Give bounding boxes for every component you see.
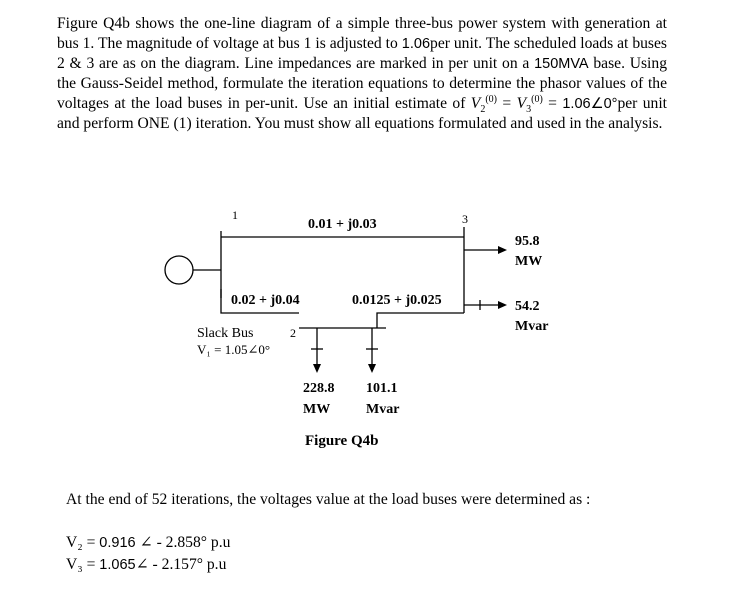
mva-base: 150MVA (534, 56, 589, 72)
v2-subscript: 2 (480, 104, 486, 116)
v3-superscript: (0) (531, 93, 543, 105)
v3-result-label: V₃ = (66, 556, 100, 573)
v2-magnitude: 0.916 (99, 535, 140, 551)
v3-symbol: V (516, 95, 527, 112)
load2-mvar-value: 101.1 (366, 381, 398, 396)
load3-arrowhead (498, 246, 507, 254)
gen3-mvar-unit: Mvar (515, 319, 549, 334)
gen3-arrowhead (498, 301, 507, 309)
equals-2: = (542, 95, 563, 112)
bus2-label: 2 (290, 326, 296, 340)
slack-voltage: V₁ = 1.05∠0° (197, 342, 271, 357)
v2-symbol: V (470, 95, 481, 112)
bus1-label: 1 (232, 208, 238, 222)
v2-result-label: V₂ = (66, 534, 100, 551)
impedance-1-2: 0.02 + j0.04 (231, 293, 300, 308)
v2-superscript: (0) (485, 93, 497, 105)
v3-result (66, 555, 226, 574)
load2-mw-value: 228.8 (303, 381, 335, 396)
line-2-3 (377, 313, 464, 328)
load2-q-arrowhead (368, 364, 376, 373)
problem-text-4: per unit and perform ONE (1) iteration. You must show all equations formulated and used in the analysis. (57, 95, 668, 132)
conclusion-text: At the end of 52 iterations, the voltages value at the load buses were determined as : (66, 491, 591, 508)
v3-angle: ∠ - 2.157° p.u (135, 556, 227, 573)
impedance-1-3: 0.01 + j0.03 (308, 217, 377, 232)
v2-angle: ∠ - 2.858° p.u (139, 534, 231, 551)
generator-icon (165, 256, 193, 284)
v2-result (66, 533, 230, 552)
problem-text-3: base. Using the Gauss-Seidel method, formulate the iteration equations to determine the phasor values of the voltages at the load buses in per-unit. Use an initial estimate of (57, 55, 667, 112)
impedance-2-3: 0.0125 + j0.025 (352, 293, 442, 308)
initial-estimate: 1.06∠0° (562, 96, 618, 112)
slack-bus-label: Slack Bus (197, 326, 254, 341)
v3-magnitude: 1.065 (99, 557, 136, 573)
load3-mw-unit: MW (515, 254, 543, 269)
equals-1: = (497, 95, 517, 112)
gen3-mvar-value: 54.2 (515, 299, 540, 314)
figure-caption: Figure Q4b (305, 433, 379, 449)
bus3-label: 3 (462, 212, 468, 226)
load2-p-arrowhead (313, 364, 321, 373)
bus1-voltage: 1.06 (401, 36, 431, 52)
problem-text-2: per unit. The scheduled loads at buses 2 & 3 are as on the diagram. Line impedances are marked in per unit on a (57, 35, 667, 72)
v3-subscript: 3 (526, 104, 532, 116)
problem-text-1: Figure Q4b shows the one-line diagram of a simple three-bus power system with generation at bus 1. The magnitude of voltage at bus 1 is adjusted to (57, 15, 667, 52)
load2-mvar-unit: Mvar (366, 402, 400, 417)
load2-mw-unit: MW (303, 402, 331, 417)
load3-mw-value: 95.8 (515, 234, 540, 249)
